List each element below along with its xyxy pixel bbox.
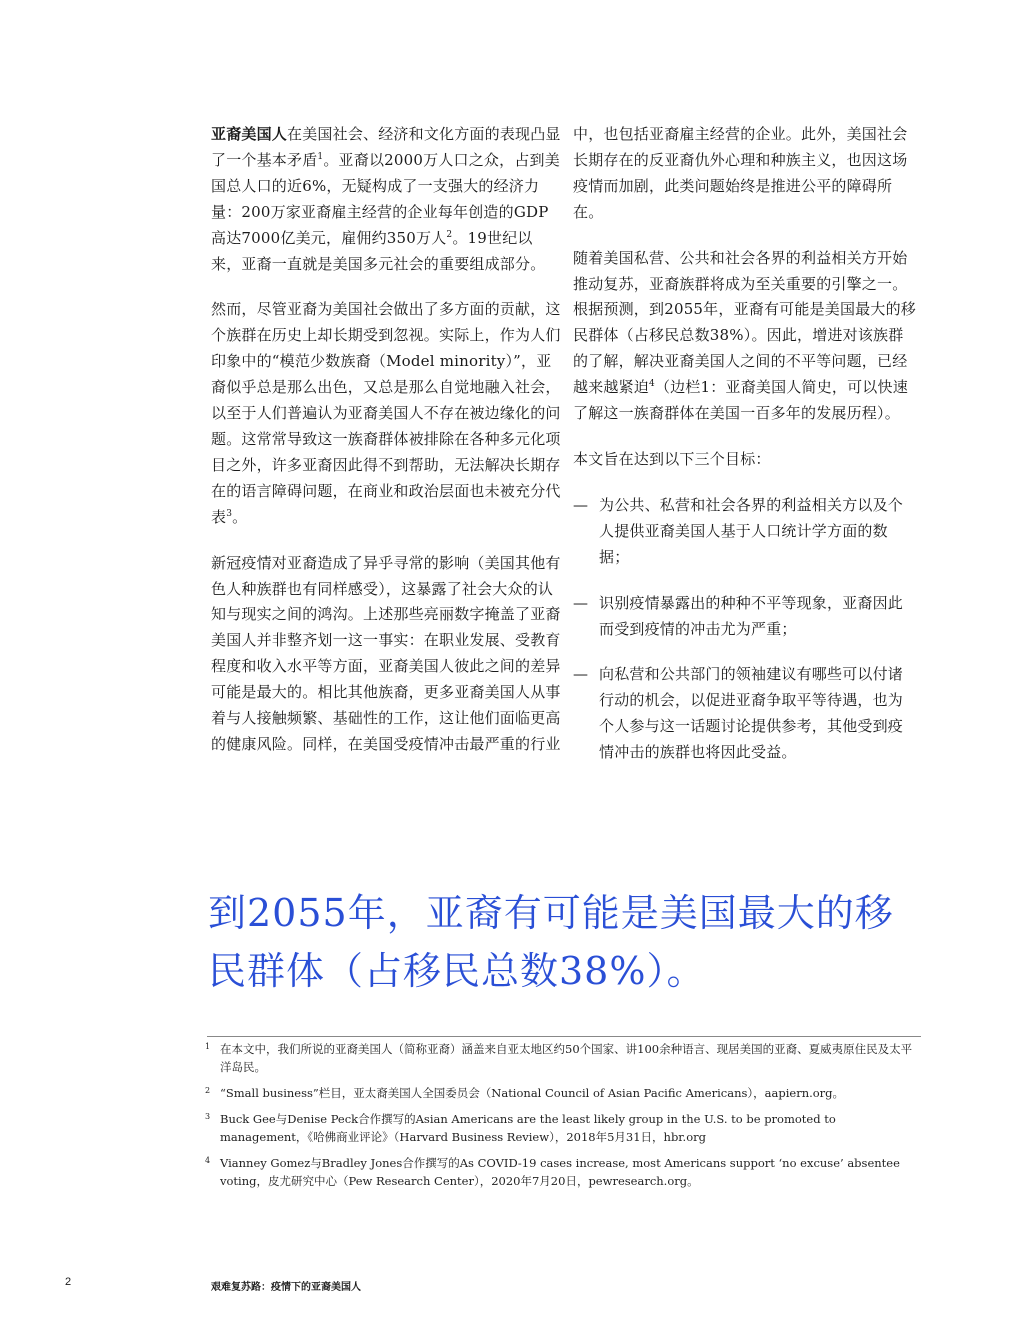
- paragraph-text: 随着美国私营、公共和社会各界的利益相关方开始推动复苏，亚裔族群将成为至关重要的引擎之一。根据预测，到2055年，亚裔有可能是美国最大的移民群体（占移民总数38%）。因此，增进对该族群的了解，解决亚裔美国人之间的不平等问题，已经越来越紧迫: [573, 248, 916, 397]
- paragraph-text: 。19世纪以来，亚裔一直就是美国多元社会的重要组成部分。: [211, 228, 546, 273]
- list-item-text: 为公共、私营和社会各界的利益相关方以及个人提供亚裔美国人基于人口统计学方面的数据；: [599, 495, 904, 566]
- footnote: [205, 1110, 920, 1146]
- dash-marker: —: [573, 495, 589, 514]
- footnote-divider: [207, 1036, 921, 1037]
- lead-in: 亚裔美国人: [211, 125, 288, 143]
- list-item: [573, 591, 918, 643]
- footnote-ref[interactable]: 4: [649, 379, 655, 390]
- left-column: [211, 122, 561, 778]
- list-item: [573, 493, 918, 571]
- list-item-text: 向私营和公共部门的领袖建议有哪些可以付诸行动的机会，以促进亚裔争取平等待遇，也为个人参与这一话题讨论提供参考，其他受到疫情冲击的族群也将因此受益。: [599, 665, 904, 762]
- goals-list: [573, 493, 918, 766]
- intro-paragraph: [211, 122, 561, 277]
- list-item: [573, 662, 918, 766]
- footnotes: [205, 1040, 920, 1198]
- paragraph: 新冠疫情对亚裔造成了异乎寻常的影响（美国其他有色人种族群也有同样感受），这暴露了社会大众的认知与现实之间的鸿沟。上述那些亮丽数字掩盖了亚裔美国人并非整齐划一这一事实：在职业发展、受教育程度和收入水平等方面，亚裔美国人彼此之间的差异可能是最大的。相比其他族裔，更多亚裔美国人从事着与人接触频繁、基础性的工作，这让他们面临更高的健康风险。同样，在美国受疫情冲击最严重的行业: [211, 553, 561, 753]
- footnote-text: “Small business”栏目，亚太裔美国人全国委员会（National Council of Asian Pacific Americans），aapiern.org。: [220, 1086, 845, 1100]
- footnote-number: 2: [205, 1086, 211, 1095]
- pull-quote: 到2055年，亚裔有可能是美国最大的移民群体（占移民总数38%）。: [208, 891, 894, 993]
- list-item-text: 识别疫情暴露出的种种不平等现象，亚裔因此而受到疫情的冲击尤为严重；: [599, 593, 904, 638]
- footnote: [205, 1154, 920, 1190]
- footnote-text: Vianney Gomez与Bradley Jones合作撰写的As COVID-19 cases increase, most Americans support ‘no excuse’ absentee voting，皮尤研究中心（Pew Research Center），2020年7月20日，pewresearch.org。: [220, 1156, 900, 1188]
- footnote-number: 4: [205, 1156, 211, 1165]
- dash-marker: —: [573, 665, 589, 684]
- footnote: [205, 1084, 920, 1102]
- page-number: 2: [65, 1276, 72, 1288]
- footnote-ref[interactable]: 2: [446, 229, 453, 240]
- paragraph-text: 在美国社会、经济和文化方面的表现凸显了一个基本矛盾: [211, 125, 561, 169]
- paragraph-text: 然而，尽管亚裔为美国社会做出了多方面的贡献，这个族群在历史上却长期受到忽视。实际上，作为人们印象中的“模范少数族裔（Model minority）”，亚裔似乎总是那么出色，又总是那么自觉地融入社会，以至于人们普遍认为亚裔美国人不存在被边缘化的问题。这常常导致这一族裔群体被排除在各种多元化项目之外，许多亚裔因此得不到帮助，无法解决长期存在的语言障碍问题，在商业和政治层面也未被充分代表: [211, 300, 561, 526]
- footnote-number: 3: [205, 1112, 211, 1121]
- right-column: [573, 122, 918, 786]
- paragraph: [573, 246, 918, 427]
- paragraph: [211, 297, 561, 530]
- paragraph-text: （边栏1：亚裔美国人简史，可以快速了解这一族裔群体在美国一百多年的发展历程）。: [573, 378, 908, 423]
- paragraph-text: 。亚裔以2000万人口之众，占到美国总人口的近6%，无疑构成了一支强大的经济力量：200万家亚裔雇主经营的企业每年创造的GDP高达7000亿美元，雇佣约350万人: [211, 150, 560, 247]
- footnote: [205, 1040, 920, 1076]
- footnote-ref[interactable]: 1: [317, 151, 324, 162]
- dash-marker: —: [573, 593, 589, 612]
- footnote-number: 1: [205, 1042, 211, 1051]
- running-title: 艰难复苏路：疫情下的亚裔美国人: [211, 1282, 361, 1293]
- paragraph-text: 。: [232, 507, 248, 526]
- paragraph: 中，也包括亚裔雇主经营的企业。此外，美国社会长期存在的反亚裔仇外心理和种族主义，也因这场疫情而加剧，此类问题始终是推进公平的障碍所在。: [573, 125, 908, 221]
- paragraph: 本文旨在达到以下三个目标：: [573, 449, 771, 468]
- footnote-ref[interactable]: 3: [226, 508, 233, 519]
- footnote-text: 在本文中，我们所说的亚裔美国人（简称亚裔）涵盖来自亚太地区约50个国家、讲100余种语言、现居美国的亚裔、夏威夷原住民及太平洋岛民。: [220, 1042, 913, 1074]
- footnote-text: Buck Gee与Denise Peck合作撰写的Asian Americans are the least likely group in the U.S. to be promoted to management，《哈佛商业评论》（Harvard Business Review），2018年5月31日，hbr.org: [220, 1112, 836, 1144]
